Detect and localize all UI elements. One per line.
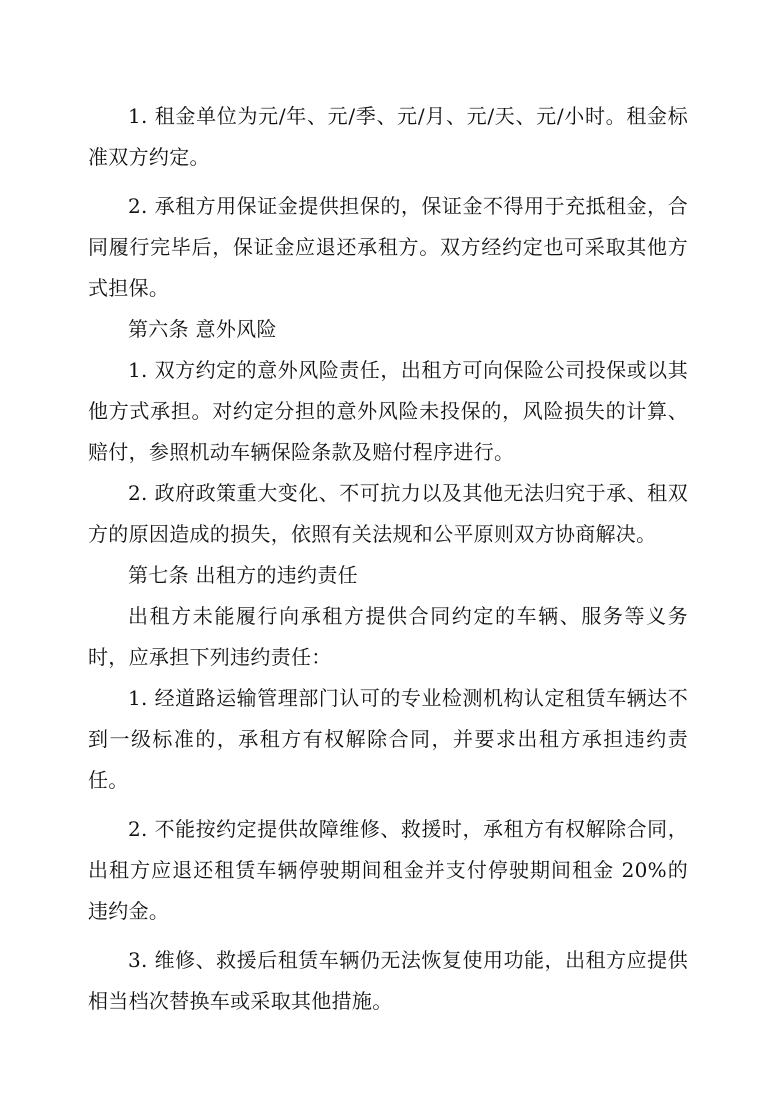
- paragraph-repair-failure: 2. 不能按约定提供故障维修、救援时，承租方有权解除合同，出租方应退还租赁车辆停驶期间租金并支付停驶期间租金 20%的违约金。: [88, 817, 688, 923]
- paragraph-inspection-standard: 1. 经道路运输管理部门认可的专业检测机构认定租赁车辆达不到一级标准的，承租方有权解除合同，并要求出租方承担违约责任。: [88, 686, 688, 792]
- paragraph-deposit: 2. 承租方用保证金提供担保的，保证金不得用于充抵租金，合同履行完毕后，保证金应退还承租方。双方经约定也可采取其他方式担保。: [88, 194, 688, 300]
- paragraph-lessor-breach-intro: 出租方未能履行向承租方提供合同约定的车辆、服务等义务时，应承担下列违约责任：: [88, 604, 688, 669]
- paragraph-rent-unit: 1. 租金单位为元/年、元/季、元/月、元/天、元/小时。租金标准双方约定。: [88, 104, 688, 169]
- paragraph-accident-risk: 1. 双方约定的意外风险责任，出租方可向保险公司投保或以其他方式承担。对约定分担的意外风险未投保的，风险损失的计算、赔付，参照机动车辆保险条款及赔付程序进行。: [88, 358, 688, 464]
- section-heading-article-7: 第七条 出租方的违约责任: [128, 563, 358, 587]
- document-body: [88, 96, 688, 1022]
- paragraph-force-majeure: 2. 政府政策重大变化、不可抗力以及其他无法归究于承、租双方的原因造成的损失，依照有关法规和公平原则双方协商解决。: [88, 481, 688, 546]
- paragraph-replacement-vehicle: 3. 维修、救援后租赁车辆仍无法恢复使用功能，出租方应提供相当档次替换车或采取其他措施。: [88, 948, 688, 1013]
- section-heading-article-6: 第六条 意外风险: [128, 317, 277, 341]
